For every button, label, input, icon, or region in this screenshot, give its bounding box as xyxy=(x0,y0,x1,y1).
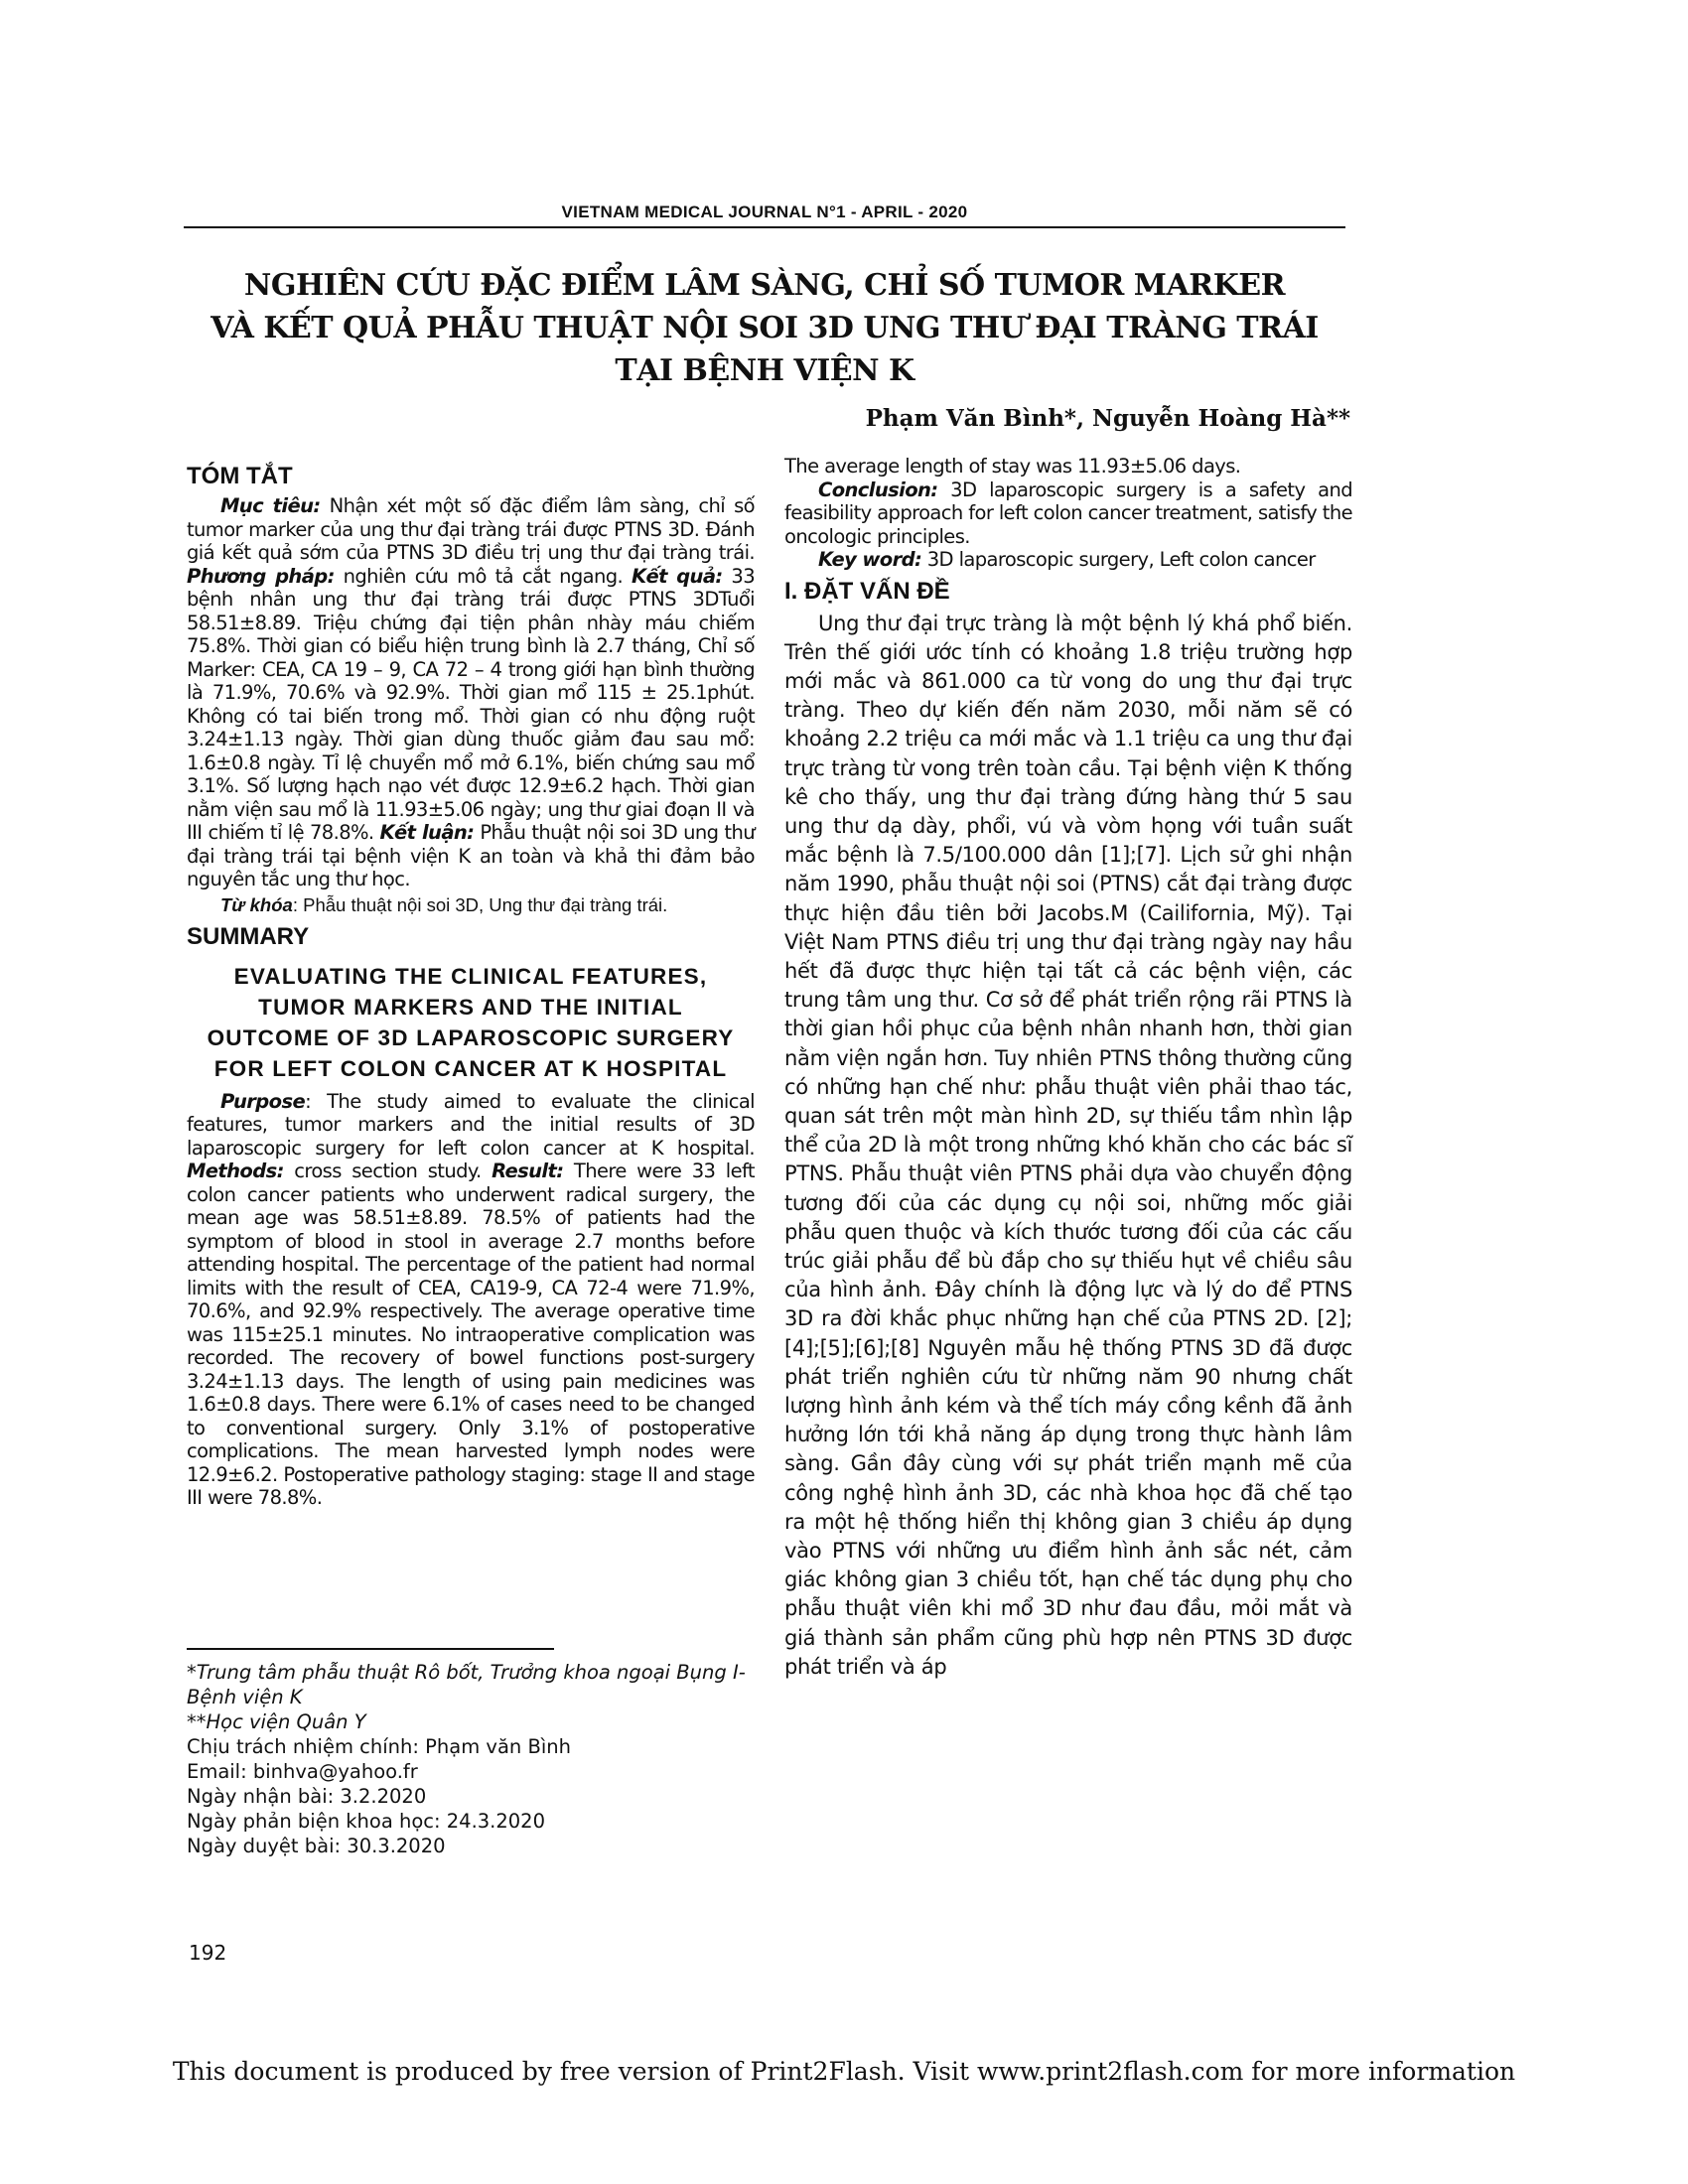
keyword-label: Key word: xyxy=(818,548,922,571)
method-label: Phương pháp: xyxy=(187,564,335,588)
summary-continued: The average length of stay was 11.93±5.06 days. xyxy=(784,455,1241,478)
method-text: nghiên cứu mô tả cắt ngang. xyxy=(334,564,624,588)
header-rule xyxy=(184,226,1345,228)
title-line-1: NGHIÊN CỨU ĐẶC ĐIỂM LÂM SÀNG, CHỈ SỐ TUMOR MARKER xyxy=(243,268,1286,303)
summary-title-line-3: OUTCOME OF 3D LAPAROSCOPIC SURGERY xyxy=(207,1024,735,1050)
authors: Phạm Văn Bình*, Nguyễn Hoàng Hà** xyxy=(865,405,1350,432)
summary-keywords xyxy=(784,548,1352,572)
methods-label: Methods: xyxy=(187,1160,284,1182)
conclusion-text: Phẫu thuật nội soi 3D ung thư đại tràng trái tại bệnh viện K an toàn và khả thi đảm bảo nguyên tắc ung thư học. xyxy=(187,821,755,890)
summary-conclusion-text: 3D laparoscopic surgery is a safety and feasibility approach for left colon cancer treatment, satisfy the oncologic principles. xyxy=(784,478,1352,548)
right-column xyxy=(784,455,1352,1682)
print2flash-watermark: This document is produced by free version of Print2Flash. Visit www.print2flash.com for more information xyxy=(172,2057,1516,2086)
summary-result-label: Result: xyxy=(492,1160,564,1182)
methods-text: cross section study. xyxy=(283,1160,482,1182)
article-title xyxy=(184,264,1345,392)
result-text: 33 bệnh nhân ung thư đại tràng trái được PTNS 3DTuổi 58.51±8.89. Triệu chứng đại tiện phân nhày máu chiếm 75.8%. Thời gian có biểu hiện trung bình là 2.7 tháng, Chỉ số Marker: CEA, CA 19 – 9, CA 72 – 4 trong giới hạn bình thường là 71.9%, 70.6% và 92.9%. Thời gian mổ 115 ± 25.1phút. Không có tai biến trong mổ. Thời gian có nhu động ruột 3.24±1.13 ngày. Thời gian dùng thuốc giảm đau sau mổ: 1.6±0.8 ngày. Tỉ lệ chuyển mổ mở 6.1%, biến chứng sau mổ 3.1%. Số lượng hạch nạo vét được 12.9±6.2 hạch. Thời gian nằm viện sau mổ là 11.93±5.06 ngày; ung thư giai đoạn II và III chiếm tỉ lệ 78.8%. xyxy=(187,564,755,844)
keywords-text: : Phẫu thuật nội soi 3D, Ung thư đại tràng trái. xyxy=(292,893,668,915)
conclusion-label: Kết luận: xyxy=(379,821,475,844)
intro-heading: I. ĐẶT VẤN ĐỀ xyxy=(784,577,950,605)
purpose-text: : The study aimed to evaluate the clinical features, tumor markers and the initial results of 3D laparoscopic surgery for left colon cancer at K hospital. xyxy=(187,1089,755,1160)
footnote-approved: Ngày duyệt bài: 30.3.2020 xyxy=(187,1835,446,1857)
abstract-heading: TÓM TẮT xyxy=(187,463,293,489)
keywords-label: Từ khóa xyxy=(220,893,293,915)
summary-result-text: There were 33 left colon cancer patients who underwent radical surgery, the mean age was 58.51±8.89. 78.5% of patients had the symptom of blood in stool in average 2.7 months before attending hospital. The percentage of the patient had normal limits with the result of CEA, CA19-9, CA 72-4 were 71.9%, 70.6%, and 92.9% respectively. The average operative time was 115±25.1 minutes. No intraoperative complication was recorded. The recovery of bowel functions post-surgery 3.24±1.13 days. The length of using pain medicines was 1.6±0.8 days. There were 6.1% of cases need to be changed to conventional surgery. Only 3.1% of postoperative complications. The mean harvested lymph nodes were 12.9±6.2. Postoperative pathology staging: stage II and stage III were 78.8%. xyxy=(187,1160,755,1509)
result-label: Kết quả: xyxy=(631,564,723,588)
keyword-text: 3D laparoscopic surgery, Left colon cancer xyxy=(921,548,1316,571)
summary-title-line-1: EVALUATING THE CLINICAL FEATURES, xyxy=(233,963,708,989)
title-line-3: TẠI BỆNH VIỆN K xyxy=(615,353,914,388)
summary-title-line-2: TUMOR MARKERS AND THE INITIAL xyxy=(258,994,683,1020)
abstract-vi-body xyxy=(187,494,755,891)
intro-body: Ung thư đại trực tràng là một bệnh lý khá phổ biến. Trên thế giới ước tính có khoảng 1.8 triệu trường hợp mới mắc và 861.000 ca từ vong do ung thư đại trực tràng. Theo dự kiến đến năm 2030, mỗi năm sẽ có khoảng 2.2 triệu ca mới mắc và 1.1 triệu ca ung thư đại trực tràng từ vong trên toàn cầu. Tại bệnh viện K thống kê cho thấy, ung thư đại tràng đứng hàng thứ 5 sau ung thư dạ dày, phổi, vú và vòm họng với tuần suất mắc bệnh là 7.5/100.000 dân [1];[7]. Lịch sử ghi nhận năm 1990, phẫu thuật nội soi (PTNS) cắt đại tràng được thực hiện đầu tiên bởi Jacobs.M (Cailifornia, Mỹ). Tại Việt Nam PTNS điều trị ung thư đại tràng ngày nay hầu hết đã được thực hiện tại tất cả các bệnh viện, các trung tâm ung thư. Cơ sở để phát triển rộng rãi PTNS là thời gian hồi phục của bệnh nhân nhanh hơn, thời gian nằm viện ngắn hơn. Tuy nhiên PTNS thông thường cũng có những hạn chế như: phẫu thuật viên phải thao tác, quan sát trên một màn hình 2D, sự thiếu tầm nhìn lập thể của 2D là một trong những khó khăn cho các bác sĩ PTNS. Phẫu thuật viên PTNS phải dựa vào chuyển động tương đối của các dụng cụ nội soi, những mốc giải phẫu quen thuộc và kích thước tương đối của các cấu trúc giải phẫu để bù đắp cho sự thiếu hụt về chiều sâu của hình ảnh. Đây chính là động lực và lý do để PTNS 3D ra đời khắc phục những hạn chế của PTNS 2D. [2];[4];[5];[6];[8] Nguyên mẫu hệ thống PTNS 3D đã được phát triển nghiên cứu từ những năm 90 nhưng chất lượng hình ảnh kém và thể tích máy cồng kềnh đã ảnh hưởng lớn tới khả năng áp dụng trong thực hành lâm sàng. Gần đây cùng với sự phát triển mạnh mẽ của công nghệ hình ảnh 3D, các nhà khoa học đã chế tạo ra một hệ thống hiển thị không gian 3 chiều áp dụng vào PTNS với những ưu điểm hình ảnh sắc nét, cảm giác không gian 3 chiều tốt, hạn chế tác dụng phụ cho phẫu thuật viên khi mổ 3D như đau đầu, mỏi mắt và giá thành sản phẩm cũng phù hợp nên PTNS 3D được phát triển và áp xyxy=(784,611,1352,1679)
footnote-email: Email: binhva@yahoo.fr xyxy=(187,1760,418,1783)
purpose-label: Purpose xyxy=(220,1089,306,1113)
summary-title-line-4: FOR LEFT COLON CANCER AT K HOSPITAL xyxy=(213,1055,728,1081)
page-number: 192 xyxy=(189,1941,227,1965)
summary-conclusion xyxy=(784,478,1352,549)
footnote-responsible: Chịu trách nhiệm chính: Phạm văn Bình xyxy=(187,1735,571,1758)
footnote-affiliation-2: **Học viện Quân Y xyxy=(187,1710,366,1733)
summary-conclusion-label: Conclusion: xyxy=(818,478,938,501)
objective-text: Nhận xét một số đặc điểm lâm sàng, chỉ số tumor marker của ung thư đại tràng trái được PTNS 3D. Đánh giá kết quả sớm của PTNS 3D điều trị ung thư đại tràng trái. xyxy=(187,494,755,564)
footnote-affiliation-1: *Trung tâm phẫu thuật Rô bốt, Trưởng khoa ngoại Bụng I- Bệnh viện K xyxy=(187,1661,746,1708)
title-line-2: VÀ KẾT QUẢ PHẪU THUẬT NỘI SOI 3D UNG THƯ ĐẠI TRÀNG TRÁI xyxy=(211,311,1319,345)
summary-title xyxy=(187,961,755,1084)
summary-heading: SUMMARY xyxy=(187,922,310,950)
footnotes xyxy=(187,1660,755,1858)
keywords-vi xyxy=(187,893,755,917)
footnote-received: Ngày nhận bài: 3.2.2020 xyxy=(187,1785,427,1808)
left-column xyxy=(187,457,755,1510)
journal-header: VIETNAM MEDICAL JOURNAL N°1 - APRIL - 2020 xyxy=(561,203,968,221)
footnote-rule xyxy=(187,1648,554,1650)
summary-body xyxy=(187,1090,755,1510)
objective-label: Mục tiêu: xyxy=(220,494,321,517)
footnote-reviewed: Ngày phản biện khoa học: 24.3.2020 xyxy=(187,1810,545,1833)
